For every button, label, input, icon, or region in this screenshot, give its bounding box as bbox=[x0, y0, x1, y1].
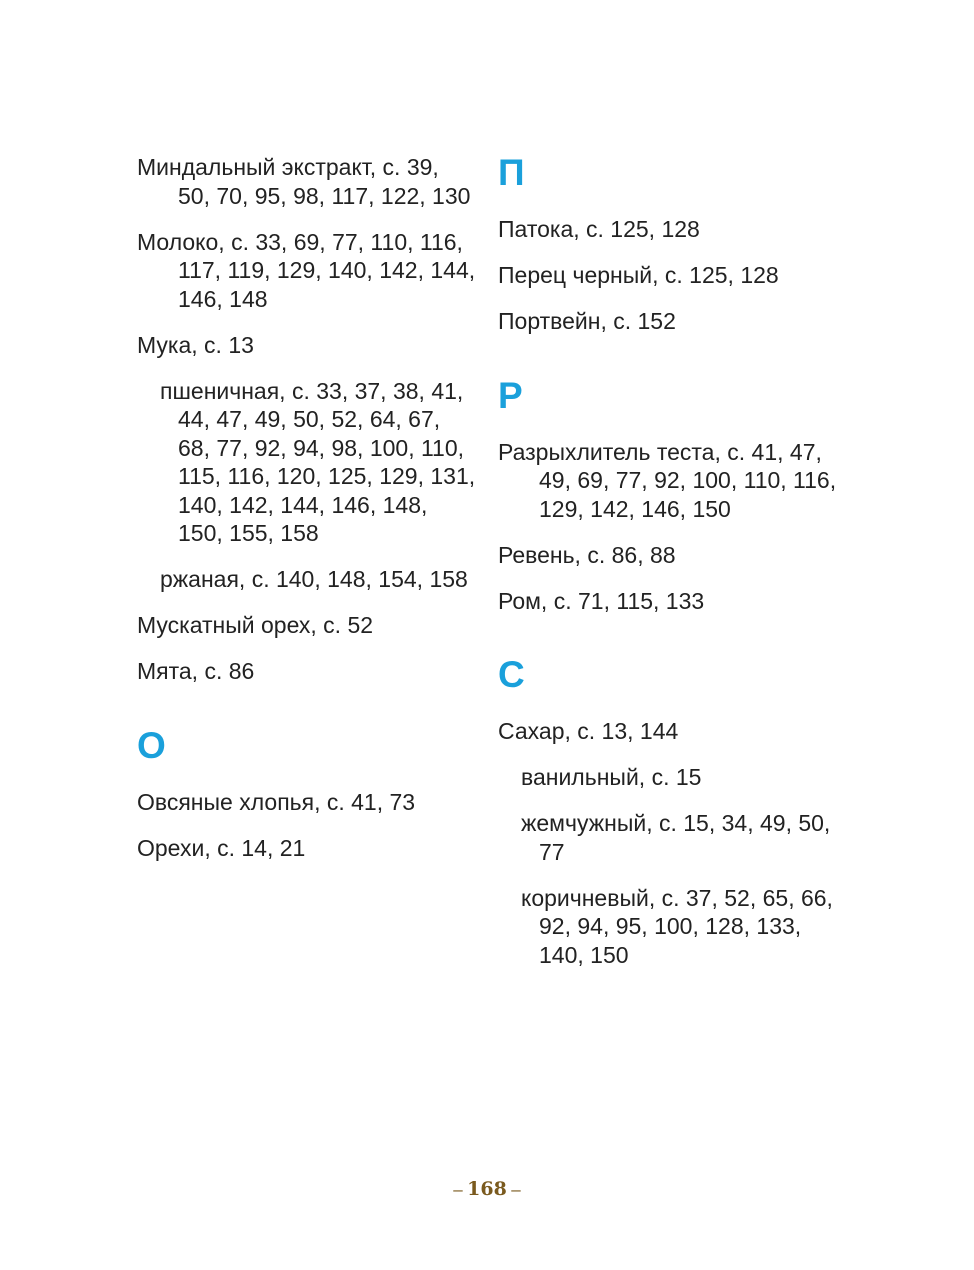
index-column-left bbox=[137, 153, 477, 880]
footer-dash-right: – bbox=[511, 1180, 521, 1199]
index-subentry: пшеничная, с. 33, 37, 38, 41, 44, 47, 49, 50, 52, 64, 67, 68, 77, 92, 94, 98, 100, 110, 115, 116, 120, 125, 129, 131, 140, 142, 144, 146, 148, 150, 155, 158 bbox=[160, 377, 476, 546]
index-entry: Ром, с. 71, 115, 133 bbox=[498, 587, 705, 614]
section-letter-o: О bbox=[137, 724, 166, 766]
section-letter-r: Р bbox=[498, 374, 523, 416]
index-entry: Овсяные хлопья, с. 41, 73 bbox=[137, 788, 416, 815]
index-subentry: ржаная, с. 140, 148, 154, 158 bbox=[160, 566, 468, 592]
index-column-right bbox=[498, 153, 838, 987]
page-number: 168 bbox=[467, 1178, 507, 1200]
index-entry: Миндальный экстракт, с. 39, 50, 70, 95, 98, 117, 122, 130 bbox=[137, 154, 471, 209]
index-entry: Перец черный, с. 125, 128 bbox=[498, 262, 779, 288]
index-subentry: жемчужный, с. 15, 34, 49, 50, 77 bbox=[521, 810, 831, 865]
index-subentry: коричневый, с. 37, 52, 65, 66, 92, 94, 95, 100, 128, 133, 140, 150 bbox=[521, 884, 833, 968]
section-letter-s: С bbox=[498, 654, 525, 695]
index-subentry: ванильный, с. 15 bbox=[521, 764, 702, 790]
section-letter-p: П bbox=[498, 152, 525, 193]
index-entry: Портвейн, с. 152 bbox=[498, 308, 676, 334]
index-entry: Ревень, с. 86, 88 bbox=[498, 541, 676, 568]
footer-dash-left: – bbox=[453, 1180, 463, 1199]
index-entry: Орехи, с. 14, 21 bbox=[137, 834, 306, 861]
index-entry: Мука, с. 13 bbox=[137, 331, 254, 358]
index-entry: Разрыхлитель теста, с. 41, 47, 49, 69, 77, 92, 100, 110, 116, 129, 142, 146, 150 bbox=[498, 438, 837, 522]
index-entry: Мята, с. 86 bbox=[137, 658, 255, 684]
page-footer bbox=[0, 1178, 974, 1200]
index-entry: Патока, с. 125, 128 bbox=[498, 216, 700, 242]
index-entry: Мускатный орех, с. 52 bbox=[137, 612, 374, 638]
index-entry: Сахар, с. 13, 144 bbox=[498, 718, 679, 744]
index-entry: Молоко, с. 33, 69, 77, 110, 116, 117, 119, 129, 140, 142, 144, 146, 148 bbox=[137, 228, 476, 312]
